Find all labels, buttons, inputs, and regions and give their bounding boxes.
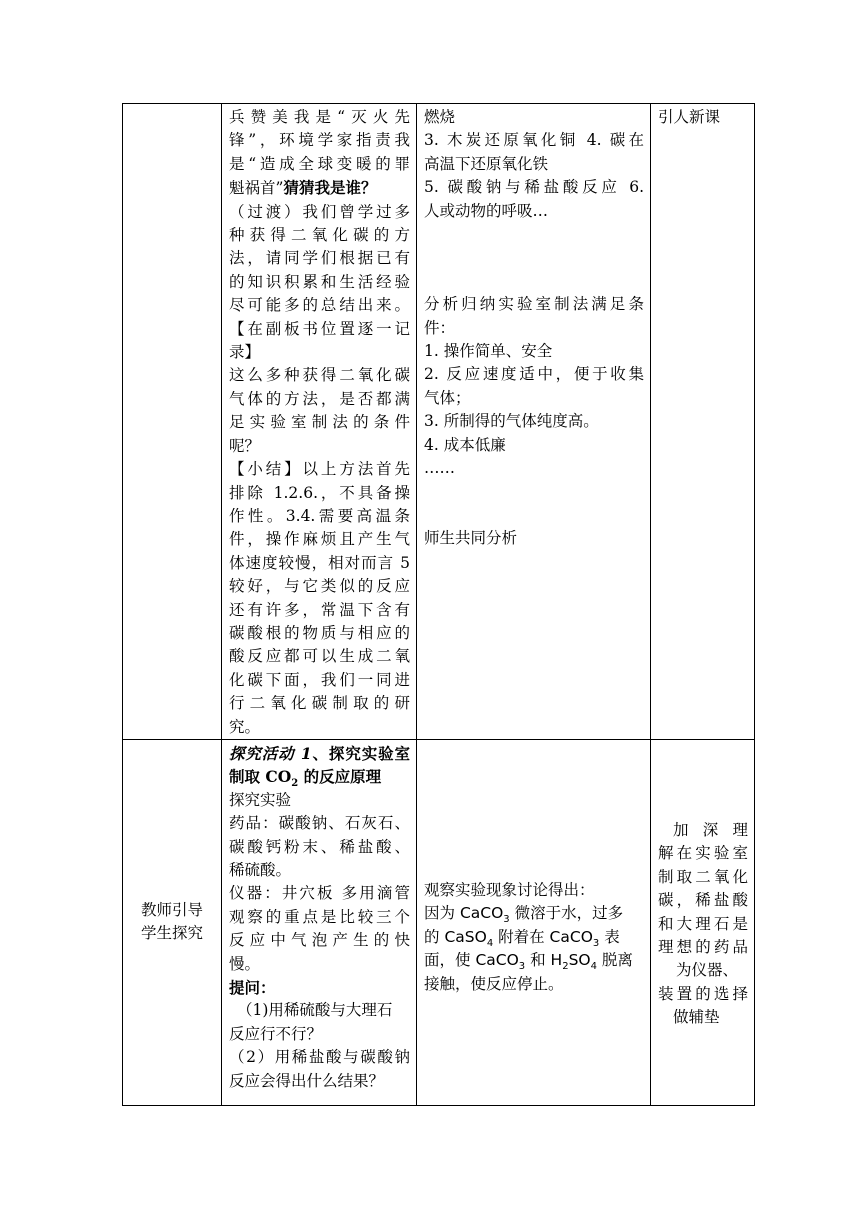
text-line: 气体； — [424, 388, 471, 407]
text-line: 制取二氧化 — [658, 867, 748, 886]
formula: CaSO — [444, 927, 487, 946]
text-line: 药品：碳酸钠、石灰石、 — [229, 814, 410, 833]
subscript: 2 — [291, 778, 299, 790]
text-fragment: 附着在 — [493, 927, 550, 946]
text-line: 足实验室制法的条件 — [229, 413, 410, 432]
bold-question: 猜猜我是谁？ — [283, 178, 377, 198]
subscript: 4 — [590, 961, 597, 973]
text-fragment: 表 — [599, 927, 620, 946]
student-activity-cell — [417, 104, 651, 740]
text-line: （1)用稀硫酸与大理石 — [237, 1001, 393, 1020]
table-row — [123, 739, 755, 1105]
text-line: 锋”，环境学家指责我 — [229, 131, 410, 150]
text-line: 2. 反应速度适中，便于收集 — [424, 365, 644, 384]
text-line: 体速度较慢，相对而言 5 — [229, 553, 410, 572]
text-line: 5. 碳酸钠与稀盐酸反应 6. — [424, 178, 644, 197]
text-line: 3. 木炭还原氧化铜 4. 碳在 — [424, 131, 644, 150]
text-line: 理想的药品 — [658, 938, 748, 956]
text-line: 慢。 — [229, 954, 261, 973]
design-intent-cell — [651, 104, 755, 740]
text-line: 做辅垫 — [673, 1008, 720, 1027]
question-label: 提问： — [229, 978, 276, 998]
text-line: 人或动物的呼吸… — [424, 201, 549, 220]
text-line: 究。 — [229, 717, 261, 736]
text-line: 解在实验室 — [658, 844, 748, 863]
text-fragment: 面，使 — [424, 951, 476, 970]
text-line: 作性。3.4.需要高温条 — [229, 506, 410, 525]
text-line: 高温下还原氧化铁 — [424, 154, 549, 173]
stage-cell — [123, 104, 222, 740]
stage-cell — [123, 739, 222, 1105]
formula: SO — [568, 951, 591, 970]
text-line: 化碳下面，我们一同进 — [229, 670, 410, 689]
text-line: 观察的重点是比较三个 — [229, 907, 410, 926]
activity-heading: 制取 CO — [229, 767, 292, 787]
lesson-plan-table — [122, 103, 755, 1106]
text-fragment: 脱离 — [596, 951, 633, 970]
text-line: 呢？ — [229, 436, 261, 455]
text-line: 的知识积累和生活经验 — [229, 272, 410, 291]
subscript: 3 — [518, 961, 526, 973]
text-line: 件，操作麻烦且产生气 — [229, 530, 410, 549]
teacher-activity-cell — [222, 104, 417, 740]
text-fragment: 因为 — [424, 904, 460, 923]
text-line: 和大理石是 — [658, 914, 748, 933]
text-line: 1. 操作简单、安全 — [424, 342, 553, 361]
text-line: （过渡）我们曾学过多 — [229, 202, 410, 221]
teacher-activity-cell — [222, 739, 417, 1105]
text-line: 还有许多，常温下含有 — [229, 600, 410, 619]
text-line: 反应会得出什么结果？ — [229, 1071, 385, 1090]
text-line: 加深理 — [673, 820, 748, 839]
text-line: 种获得二氧化碳的方 — [229, 226, 410, 245]
formula: H — [550, 951, 563, 970]
text-line: 这么多种获得二氧化碳 — [229, 366, 410, 385]
activity-heading: 、探究实验室 — [311, 743, 410, 763]
text-line: 较好，与它类似的反应 — [229, 577, 410, 596]
text-line: 酸反应都可以生成二氧 — [229, 647, 410, 666]
text-line: 法，请同学们根据已有 — [229, 249, 410, 268]
text-line: 分析归纳实验室制法满足条 — [424, 295, 644, 314]
text-line: 为仪器、 — [676, 961, 739, 980]
subscript: 3 — [592, 937, 600, 949]
text-line: （2）用稀盐酸与碳酸钠 — [229, 1048, 410, 1067]
text-fragment: 微溶于水，过多 — [509, 904, 624, 923]
text-line: 装置的选择 — [658, 984, 748, 1003]
text-line: 行二氧化碳制取的研 — [229, 694, 410, 713]
text-line: 3. 所制得的气体纯度高。 — [424, 412, 599, 431]
subscript: 3 — [503, 914, 510, 926]
text-line: 探究实验 — [229, 790, 292, 809]
text-line: 碳酸钙粉末、稀盐酸、 — [229, 837, 410, 856]
text-line: 【在副板书位置逐一记 — [229, 319, 410, 338]
text-line: 尽可能多的总结出来。 — [229, 296, 410, 315]
text-line: 稀硫酸。 — [229, 861, 292, 879]
text-line: 观察实验现象讨论得出： — [424, 880, 595, 899]
text-line: 录】 — [229, 343, 261, 362]
text-line: 是“造成全球变暖的罪 — [229, 154, 410, 173]
text-line: 【小结】以上方法首先 — [229, 460, 410, 479]
formula: CaCO — [549, 927, 593, 946]
text-line: 接触，使反应停止。 — [424, 974, 564, 993]
text-line: 反应中气泡产生的快 — [229, 931, 410, 950]
text-line: 教师引导 — [140, 901, 203, 920]
text-line: 反应行不行？ — [229, 1024, 323, 1043]
activity-heading-italic: 探究活动 1 — [229, 743, 312, 763]
text-line: 魁祸首” — [229, 179, 284, 198]
text-line: 排除 1.2.6.，不具备操 — [229, 483, 410, 502]
text-line: 4. 成本低廉 — [424, 435, 506, 454]
text-line: 碳，稀盐酸 — [658, 891, 748, 910]
table-row — [123, 104, 755, 740]
formula: CaCO — [459, 904, 504, 923]
subscript: 2 — [562, 961, 569, 973]
text-line: 引人新课 — [658, 108, 721, 126]
text-line: 兵赞美我是“灭火先 — [229, 108, 410, 126]
text-fragment: 和 — [525, 951, 551, 970]
text-line: …… — [424, 459, 455, 478]
text-line: 件： — [424, 318, 456, 337]
design-intent-cell — [651, 739, 755, 1105]
text-line: 师生共同分析 — [424, 529, 518, 548]
activity-heading: 的反应原理 — [298, 767, 382, 787]
subscript: 4 — [486, 937, 494, 949]
student-activity-cell — [417, 739, 651, 1105]
text-line: 仪器：井穴板 多用滴管 — [229, 884, 410, 903]
text-line: 燃烧 — [424, 108, 456, 126]
text-fragment: 的 — [424, 927, 445, 946]
text-line: 学生探究 — [140, 924, 203, 943]
formula: CaCO — [475, 951, 519, 970]
text-line: 气体的方法，是否都满 — [229, 389, 410, 408]
text-line: 碳酸根的物质与相应的 — [229, 623, 410, 642]
